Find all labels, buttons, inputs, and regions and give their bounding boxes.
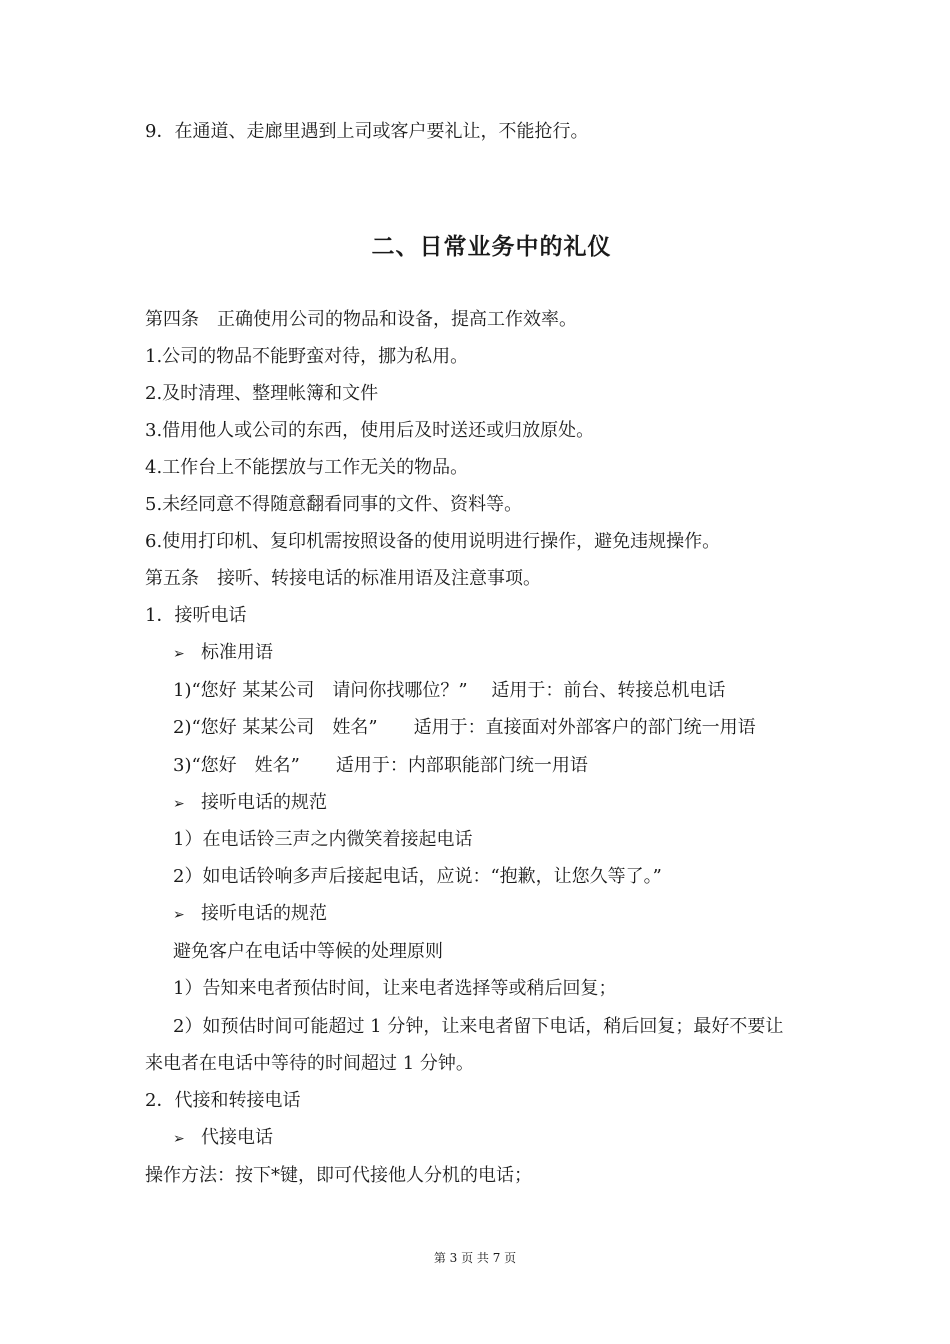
list-item: 2)“您好 某某公司 姓名” 适用于：直接面对外部客户的部门统一用语	[173, 717, 756, 738]
list-item: 2）如电话铃响多声后接起电话，应说：“抱歉，让您久等了。”	[173, 866, 662, 887]
section-heading: 二、日常业务中的礼仪	[371, 234, 612, 260]
list-item: 1）告知来电者预估时间，让来电者选择等或稍后回复；	[173, 978, 617, 999]
list-item: 5.未经同意不得随意翻看同事的文件、资料等。	[145, 494, 523, 515]
paragraph-line: 9．在通道、走廊里遇到上司或客户要礼让，不能抢行。	[145, 121, 589, 142]
list-item: 4.工作台上不能摆放与工作无关的物品。	[145, 457, 469, 478]
bullet-item-label: 接听电话的规范	[201, 903, 327, 924]
list-item: 3.借用他人或公司的东西，使用后及时送还或归放原处。	[145, 420, 595, 441]
list-item: 6.使用打印机、复印机需按照设备的使用说明进行操作，避免违规操作。	[145, 531, 721, 552]
page-footer: 第 3 页 共 7 页	[433, 1251, 517, 1265]
article-title: 第四条 正确使用公司的物品和设备，提高工作效率。	[145, 309, 577, 330]
list-item: 2）如预估时间可能超过 1 分钟，让来电者留下电话，稍后回复；最好不要让	[173, 1016, 784, 1037]
list-item: 1）在电话铃三声之内微笑着接起电话	[173, 829, 473, 850]
paragraph-line: 避免客户在电话中等候的处理原则	[173, 941, 443, 962]
article-title: 第五条 接听、转接电话的标准用语及注意事项。	[145, 568, 541, 589]
bullet-item-label: 标准用语	[201, 642, 273, 663]
arrow-bullet-icon: ➢	[173, 907, 185, 923]
paragraph-line: 操作方法：按下*键，即可代接他人分机的电话；	[145, 1165, 532, 1186]
bullet-item-label: 代接电话	[201, 1127, 273, 1148]
arrow-bullet-icon: ➢	[173, 646, 185, 662]
list-item: 3)“您好 姓名” 适用于：内部职能部门统一用语	[173, 755, 588, 776]
bullet-item	[173, 903, 327, 926]
bullet-item-label: 接听电话的规范	[201, 792, 327, 813]
numbered-subheading: 1．接听电话	[145, 605, 247, 626]
arrow-bullet-icon: ➢	[173, 1131, 185, 1147]
list-item: 1.公司的物品不能野蛮对待，挪为私用。	[145, 346, 469, 367]
list-item: 2.及时清理、整理帐簿和文件	[145, 383, 379, 404]
bullet-item	[173, 1127, 273, 1150]
bullet-item	[173, 642, 273, 665]
paragraph-line: 来电者在电话中等待的时间超过 1 分钟。	[145, 1053, 474, 1074]
list-item: 1)“您好 某某公司 请问你找哪位？” 适用于：前台、转接总机电话	[173, 680, 726, 701]
arrow-bullet-icon: ➢	[173, 796, 185, 812]
bullet-item	[173, 792, 327, 815]
numbered-subheading: 2．代接和转接电话	[145, 1090, 301, 1111]
